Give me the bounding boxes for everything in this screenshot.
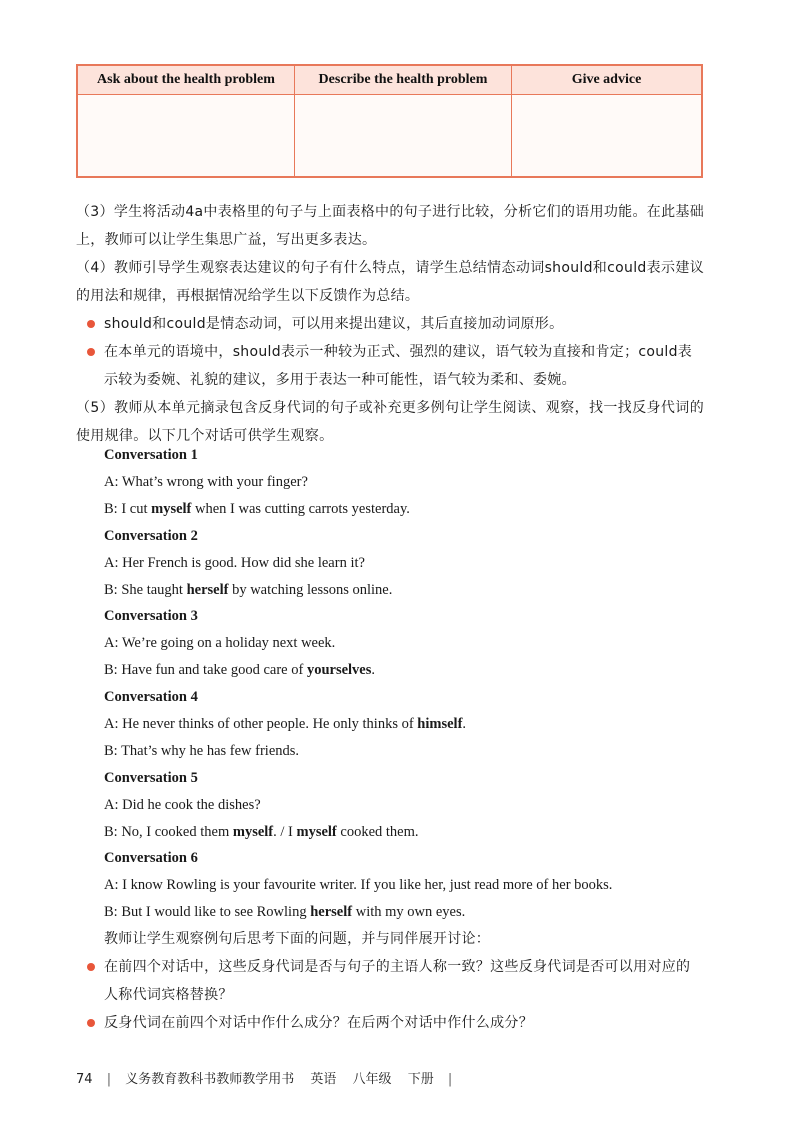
bullet-dot-icon: [87, 963, 95, 971]
bullet-item: [104, 338, 704, 394]
conversation-title: Conversation 4: [104, 689, 198, 705]
table-cell-ask: [78, 95, 295, 176]
paragraph-3: （3）学生将活动4a中表格里的句子与上面表格中的句子进行比较，分析它们的语用功能。在此基础上，教师可以让学生集思广益，写出更多表达。: [76, 204, 704, 248]
paragraph-6: 教师让学生观察例句后思考下面的问题，并与同伴展开讨论：: [104, 931, 491, 947]
bullet-dot-icon: [87, 1019, 95, 1027]
table-header-advice: Give advice: [512, 66, 701, 95]
conversation-title: Conversation 3: [104, 608, 198, 624]
bullet-item: [104, 310, 704, 338]
conversation-line-a: A: We’re going on a holiday next week.: [104, 635, 336, 651]
conversation-title: Conversation 1: [104, 447, 198, 463]
conversation-title: Conversation 6: [104, 850, 198, 866]
conversation-line-a: A: Did he cook the dishes?: [104, 797, 261, 813]
bullet-item: [104, 953, 704, 1009]
conversation-line-b: B: But I would like to see Rowling herself with my own eyes.: [104, 904, 466, 920]
table-cell-advice: [512, 95, 701, 176]
conversation-title: Conversation 5: [104, 770, 198, 786]
footer-separator: |: [106, 1072, 112, 1087]
conversation-line-a: A: I know Rowling is your favourite writer. If you like her, just read more of her books.: [104, 877, 613, 893]
table-header-describe: Describe the health problem: [295, 66, 512, 95]
bullet-text: should和could是情态动词，可以用来提出建议，其后直接加动词原形。: [104, 316, 564, 332]
conversation-line-a: A: Her French is good. How did she learn it?: [104, 555, 365, 571]
conversation-line-b: B: I cut myself when I was cutting carrots yesterday.: [104, 501, 410, 517]
footer-subject: 英语: [310, 1072, 337, 1087]
footer-book-title: 义务教育教科书教师教学用书: [125, 1072, 295, 1087]
conversation-line-b: B: No, I cooked them myself. / I myself cooked them.: [104, 824, 419, 840]
conversation-line-a: A: He never thinks of other people. He only thinks of himself.: [104, 716, 467, 732]
conversation-line-b: B: She taught herself by watching lessons online.: [104, 582, 393, 598]
conversation-title: Conversation 2: [104, 528, 198, 544]
paragraph-4: （4）教师引导学生观察表达建议的句子有什么特点，请学生总结情态动词should和could表示建议的用法和规律，再根据情况给学生以下反馈作为总结。: [76, 260, 704, 304]
table-cell-describe: [295, 95, 512, 176]
bullet-item: [104, 1009, 704, 1037]
bullet-text: 反身代词在前四个对话中作什么成分？在后两个对话中作什么成分？: [104, 1015, 533, 1031]
health-table: [76, 64, 703, 178]
paragraph-5: （5）教师从本单元摘录包含反身代词的句子或补充更多例句让学生阅读、观察，找一找反身代词的使用规律。以下几个对话可供学生观察。: [76, 400, 704, 444]
bullet-text: 在本单元的语境中，should表示一种较为正式、强烈的建议，语气较为直接和肯定；could表示较为委婉、礼貌的建议，多用于表达一种可能性，语气较为柔和、委婉。: [104, 344, 693, 388]
page-number: 74: [76, 1072, 93, 1087]
footer-separator: |: [447, 1072, 453, 1087]
conversation-line-b: B: Have fun and take good care of yourselves.: [104, 662, 375, 678]
table-header-ask: Ask about the health problem: [78, 66, 295, 95]
conversation-line-b: B: That’s why he has few friends.: [104, 743, 300, 759]
bullet-text: 在前四个对话中，这些反身代词是否与句子的主语人称一致？这些反身代词是否可以用对应的人称代词宾格替换？: [104, 959, 691, 1003]
conversation-line-a: A: What’s wrong with your finger?: [104, 474, 308, 490]
bullet-dot-icon: [87, 320, 95, 328]
bullet-dot-icon: [87, 348, 95, 356]
page-footer: [76, 1068, 462, 1087]
footer-volume: 下册: [407, 1072, 434, 1087]
footer-grade: 八年级: [352, 1072, 392, 1087]
